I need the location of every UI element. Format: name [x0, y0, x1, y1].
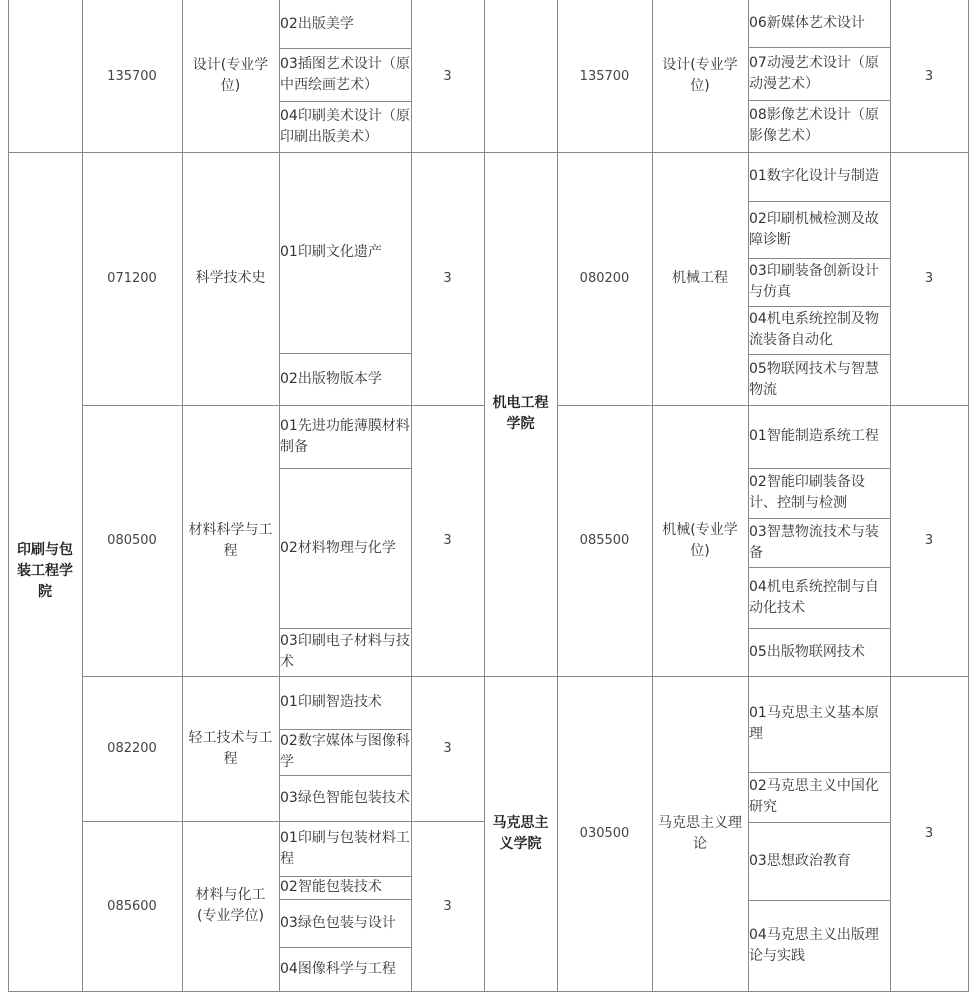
- research-direction: 03插图艺术设计（原中西绘画艺术）: [280, 55, 410, 93]
- research-direction: 02出版美学: [280, 15, 354, 32]
- grid-line: [748, 628, 891, 629]
- enrollment-count: 3: [443, 68, 452, 84]
- research-direction: 03智慧物流技术与装备: [749, 523, 879, 561]
- grid-line: [968, 0, 969, 992]
- grid-line: [82, 676, 485, 677]
- grid-line: [82, 821, 485, 822]
- major-code: 135700: [579, 68, 630, 84]
- grid-line: [748, 518, 891, 519]
- enrollment-count: 3: [443, 533, 452, 548]
- research-direction: 02数字媒体与图像科学: [280, 733, 410, 770]
- grid-line: [279, 353, 412, 354]
- grid-line: [557, 0, 558, 992]
- grid-line: [279, 628, 412, 629]
- research-direction: 02出版物版本学: [280, 370, 382, 387]
- grid-line: [82, 0, 83, 992]
- grid-line: [748, 822, 891, 823]
- grid-line: [748, 772, 891, 773]
- major-name: 材料与化工(专业学位): [195, 887, 266, 924]
- research-direction: 04图像科学与工程: [280, 960, 396, 977]
- grid-line: [279, 101, 412, 102]
- research-direction: 04机电系统控制及物流装备自动化: [749, 311, 879, 348]
- grid-line: [279, 729, 412, 730]
- major-name: 机械(专业学位): [662, 521, 738, 559]
- grid-line: [748, 0, 749, 992]
- grid-line: [279, 947, 412, 948]
- research-direction: 08影像艺术设计（原影像艺术）: [749, 107, 879, 144]
- major-name: 材料科学与工程: [188, 521, 273, 559]
- research-direction: 01印刷文化遗产: [280, 244, 382, 260]
- research-direction: 02材料物理与化学: [280, 539, 396, 556]
- research-direction: 02马克思主义中国化研究: [749, 778, 879, 815]
- grid-line: [748, 306, 891, 307]
- research-direction: 04机电系统控制与自动化技术: [749, 578, 879, 616]
- major-code: 135700: [107, 68, 157, 84]
- research-direction: 01先进功能薄膜材料制备: [280, 417, 410, 455]
- research-direction: 03思想政治教育: [749, 852, 851, 869]
- major-code: 085500: [579, 533, 630, 548]
- grid-line: [411, 0, 412, 992]
- major-name: 设计(专业学位): [662, 57, 738, 94]
- major-code: 080500: [107, 533, 157, 548]
- research-direction: 03印刷装备创新设计与仿真: [749, 263, 879, 300]
- major-name: 轻工技术与工程: [188, 729, 273, 767]
- enrollment-count: 3: [443, 271, 452, 286]
- enrollment-count: 3: [443, 898, 452, 914]
- research-direction: 01智能制造系统工程: [749, 428, 879, 444]
- grid-line: [748, 201, 891, 202]
- grid-line: [748, 100, 891, 101]
- college-cell: 机电工程学院: [492, 395, 549, 432]
- grid-line: [279, 468, 412, 469]
- grid-line: [652, 0, 653, 992]
- research-direction: 07动漫艺术设计（原动漫艺术）: [749, 54, 879, 92]
- research-direction: 04马克思主义出版理论与实践: [749, 926, 879, 964]
- major-name: 设计(专业学位): [192, 57, 269, 94]
- enrollment-count: 3: [924, 826, 934, 841]
- grid-line: [8, 991, 969, 992]
- grid-line: [8, 152, 969, 153]
- research-direction: 01马克思主义基本原理: [749, 705, 879, 742]
- grid-line: [279, 0, 280, 992]
- research-direction: 03印刷电子材料与技术: [280, 633, 410, 670]
- major-name: 科学技术史: [195, 270, 266, 286]
- grid-line: [8, 0, 9, 992]
- grid-line: [279, 48, 412, 49]
- college-cell: 马克思主义学院: [492, 814, 549, 852]
- grid-line: [279, 899, 412, 900]
- research-direction: 02智能印刷装备设计、控制与检测: [749, 474, 865, 511]
- grid-line: [748, 354, 891, 355]
- enrollment-count: 3: [924, 68, 934, 84]
- enrollment-count: 3: [443, 741, 452, 756]
- grid-line: [82, 405, 485, 406]
- major-name: 机械工程: [672, 270, 728, 286]
- grid-line: [748, 258, 891, 259]
- enrollment-count: 3: [924, 533, 934, 548]
- major-code: 030500: [579, 826, 630, 841]
- research-direction: 02印刷机械检测及故障诊断: [749, 210, 879, 248]
- research-direction: 01数字化设计与制造: [749, 168, 879, 184]
- grid-line: [279, 876, 412, 877]
- grid-line: [748, 468, 891, 469]
- major-code: 080200: [579, 271, 630, 286]
- college-cell: 印刷与包装工程学院: [17, 542, 73, 600]
- grid-line: [748, 567, 891, 568]
- grid-line: [182, 0, 183, 992]
- research-direction: 02智能包装技术: [280, 879, 382, 895]
- research-direction: 04印刷美术设计（原印刷出版美术）: [280, 107, 410, 145]
- major-code: 085600: [107, 898, 157, 914]
- research-direction: 03绿色包装与设计: [280, 914, 396, 931]
- research-direction: 03绿色智能包装技术: [280, 789, 410, 806]
- grid-line: [279, 775, 412, 776]
- enrollment-count: 3: [924, 271, 934, 286]
- grid-line: [890, 0, 891, 992]
- grid-line: [557, 405, 969, 406]
- research-direction: 01印刷智造技术: [280, 694, 382, 710]
- research-direction: 06新媒体艺术设计: [749, 15, 865, 31]
- research-direction: 01印刷与包装材料工程: [280, 829, 410, 867]
- research-direction: 05物联网技术与智慧物流: [749, 360, 879, 398]
- major-code: 082200: [107, 741, 157, 756]
- grid-line: [484, 0, 485, 992]
- major-code: 071200: [107, 271, 157, 286]
- grid-line: [748, 47, 891, 48]
- major-name: 马克思主义理论: [658, 814, 742, 852]
- research-direction: 05出版物联网技术: [749, 643, 865, 660]
- grid-line: [748, 900, 891, 901]
